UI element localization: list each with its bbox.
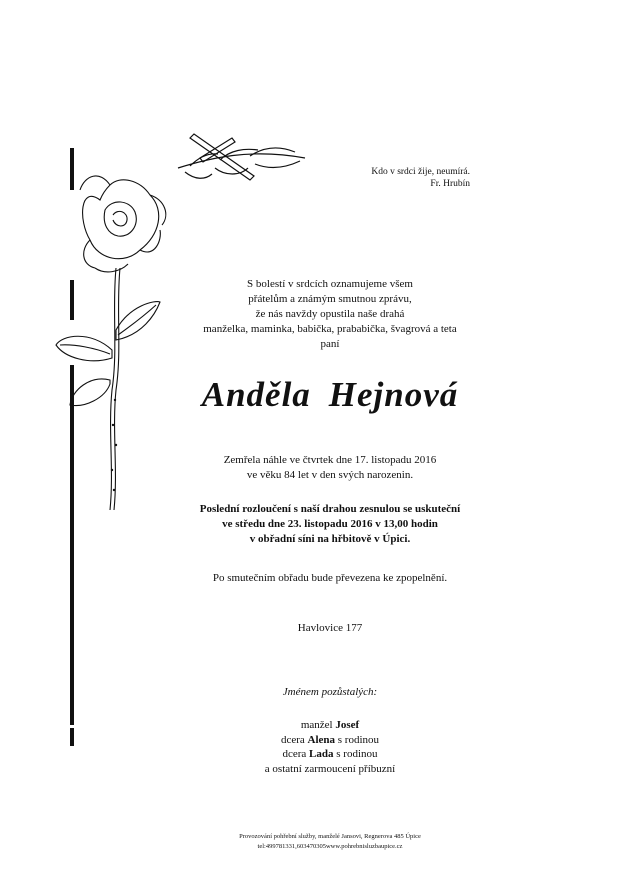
footer-company: Provozování pohřební služby, manželé Jansovi, Regnerova 485 Úpice bbox=[239, 833, 421, 840]
address: Havlovice 177 bbox=[297, 622, 363, 634]
funeral-line: ve středu dne 23. listopadu 2016 v 13,00 hodin bbox=[222, 518, 438, 530]
intro-line: S bolestí v srdcích oznamujeme všem bbox=[247, 278, 413, 290]
mourners-title: Jménem pozůstalých: bbox=[282, 686, 378, 698]
mourner-entry: a ostatní zarmoucení příbuzní bbox=[264, 762, 396, 775]
intro-line: paní bbox=[320, 338, 340, 350]
mourner-entry: dcera Alena s rodinou bbox=[280, 733, 380, 746]
death-line: ve věku 84 let v den svých narozenin. bbox=[246, 469, 414, 481]
deceased-last-name: Hejnová bbox=[328, 375, 459, 414]
cremation-note: Po smutečním obřadu bude převezena ke zpopelnění. bbox=[212, 572, 448, 584]
footer bbox=[150, 832, 510, 852]
funeral-line: Poslední rozloučení s naší drahou zesnulou se uskuteční bbox=[199, 503, 461, 515]
mourner-entry: manžel Josef bbox=[300, 719, 360, 731]
footer-contact: tel:499781331,603470305www.pohrebnisluzbaupice.cz bbox=[257, 843, 403, 850]
intro-line: přátelům a známým smutnou zprávu, bbox=[248, 293, 412, 305]
quote-text: Kdo v srdci žije, neumírá. bbox=[371, 167, 470, 177]
deceased-first-name: Anděla bbox=[201, 375, 311, 414]
deceased-name bbox=[120, 375, 540, 415]
death-info bbox=[150, 453, 510, 483]
funeral-info bbox=[150, 502, 510, 547]
mourners-list bbox=[150, 718, 510, 776]
quote-block bbox=[270, 166, 470, 190]
funeral-line: v obřadní síni na hřbitově v Úpici. bbox=[249, 533, 411, 545]
announcement-intro bbox=[150, 277, 510, 352]
death-line: Zemřela náhle ve čtvrtek dne 17. listopadu 2016 bbox=[223, 454, 437, 466]
quote-author: Fr. Hrubín bbox=[430, 179, 470, 189]
mourner-entry: dcera Lada s rodinou bbox=[282, 748, 378, 760]
intro-line: manželka, maminka, babička, prababička, švagrová a teta bbox=[203, 323, 457, 335]
black-bar-left bbox=[70, 728, 74, 746]
intro-line: že nás navždy opustila naše drahá bbox=[255, 308, 405, 320]
